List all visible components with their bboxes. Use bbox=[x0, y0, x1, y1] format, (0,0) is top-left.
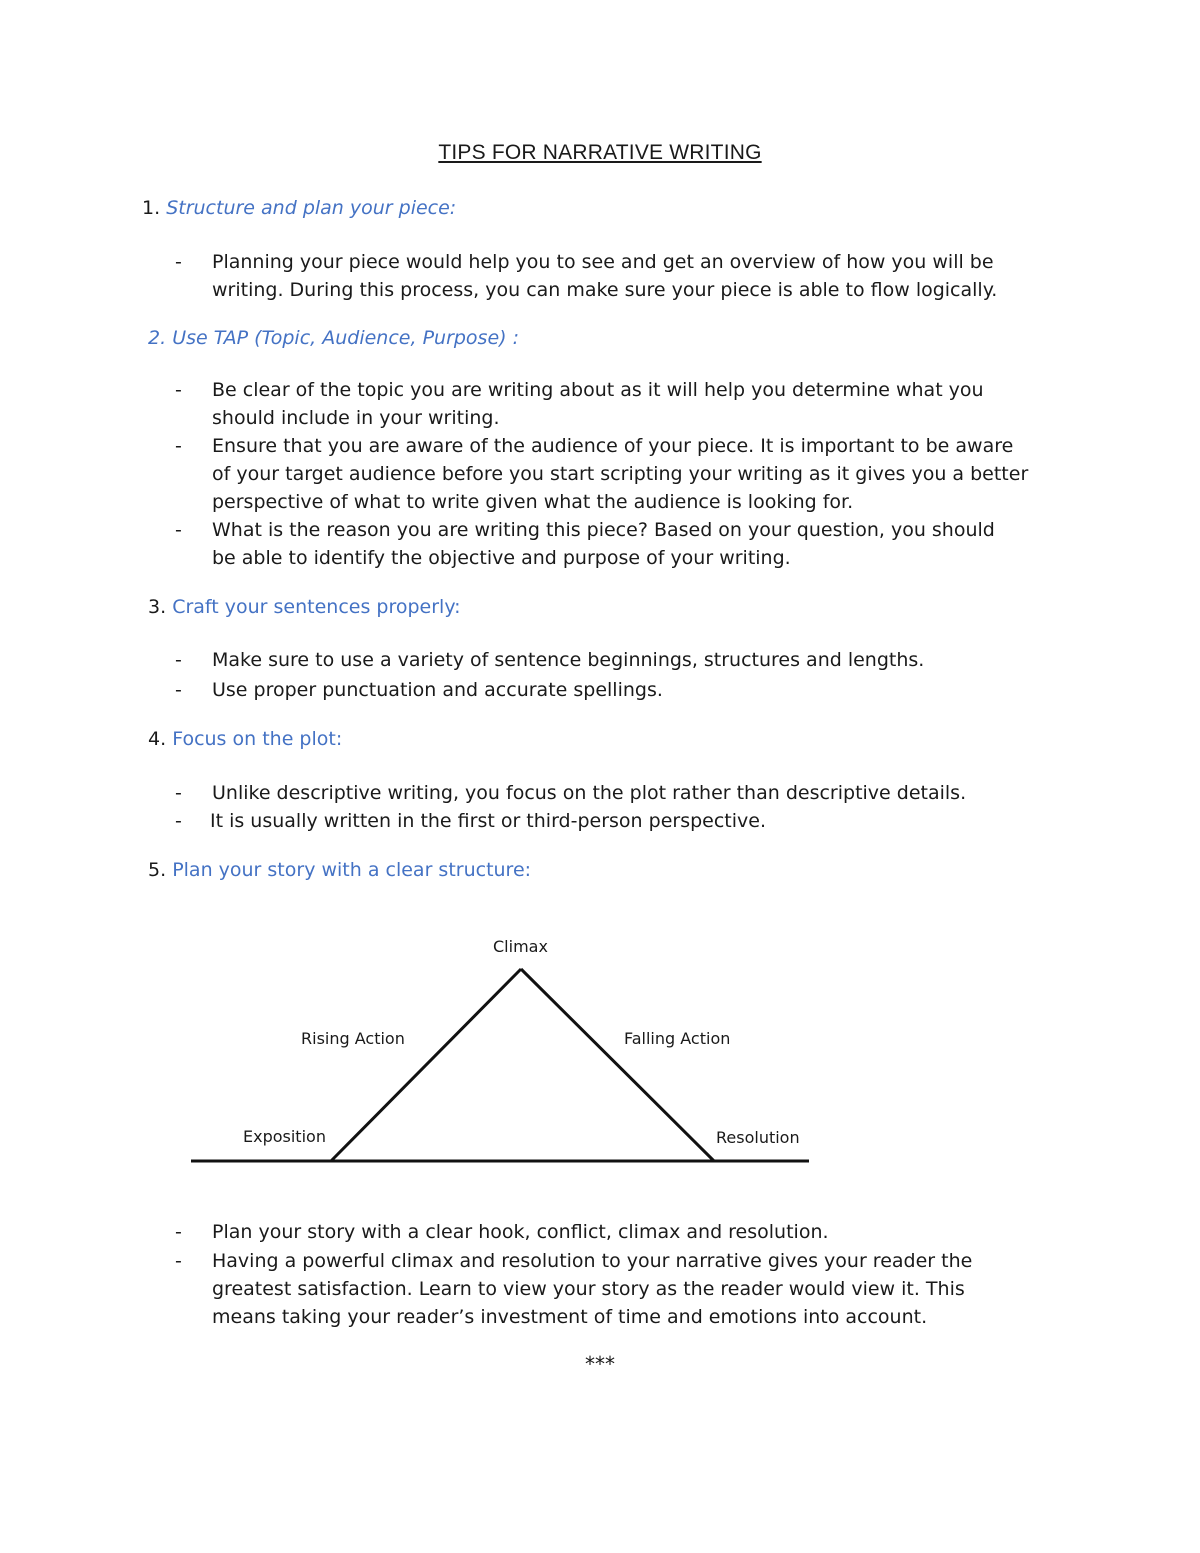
bullet-line: Unlike descriptive writing, you focus on the plot rather than descriptive details. bbox=[212, 782, 967, 804]
bullet-dash: - bbox=[175, 519, 182, 541]
rising-action-label: Rising Action bbox=[301, 1029, 405, 1048]
bullet-line: Having a powerful climax and resolution to your narrative gives your reader the bbox=[212, 1250, 973, 1272]
climax-label: Climax bbox=[493, 937, 548, 956]
bullet-line: perspective of what to write given what the audience is looking for. bbox=[212, 491, 854, 513]
bullet-dash: - bbox=[175, 1221, 182, 1243]
bullet-dash: - bbox=[175, 379, 182, 401]
section-4-number: 4. bbox=[148, 728, 167, 750]
bullet-line: of your target audience before you start scripting your writing as it gives you a better bbox=[212, 463, 1029, 485]
bullet-line: Plan your story with a clear hook, conflict, climax and resolution. bbox=[212, 1221, 829, 1243]
section-5-heading bbox=[148, 859, 531, 881]
bullet-line: Ensure that you are aware of the audience of your piece. It is important to be aware bbox=[212, 435, 1014, 457]
bullet-dash: - bbox=[175, 649, 182, 671]
bullet-line: means taking your reader’s investment of time and emotions into account. bbox=[212, 1306, 928, 1328]
bullet-line: Use proper punctuation and accurate spellings. bbox=[212, 679, 663, 701]
falling-action-label: Falling Action bbox=[624, 1029, 731, 1048]
bullet-line: should include in your writing. bbox=[212, 407, 500, 429]
section-2-heading bbox=[148, 327, 519, 349]
bullet-dash: - bbox=[175, 810, 182, 832]
bullet-dash: - bbox=[175, 251, 182, 273]
section-3-title: Craft your sentences properly: bbox=[172, 596, 461, 618]
rising-action-line bbox=[331, 969, 521, 1161]
bullet-dash: - bbox=[175, 782, 182, 804]
bullet-line: What is the reason you are writing this piece? Based on your question, you should bbox=[212, 519, 995, 541]
falling-action-line bbox=[521, 969, 714, 1161]
exposition-label: Exposition bbox=[243, 1127, 326, 1146]
bullet-dash: - bbox=[175, 679, 182, 701]
section-1-title: Structure and plan your piece: bbox=[166, 197, 457, 219]
section-3-heading bbox=[148, 596, 461, 618]
section-1-number: 1. bbox=[142, 197, 161, 219]
bullet-dash: - bbox=[175, 1250, 182, 1272]
section-1-heading bbox=[142, 197, 456, 219]
plot-structure-diagram bbox=[185, 930, 815, 1175]
bullet-line: Be clear of the topic you are writing about as it will help you determine what you bbox=[212, 379, 984, 401]
section-4-title: Focus on the plot: bbox=[172, 728, 343, 750]
bullet-line: writing. During this process, you can make sure your piece is able to flow logically. bbox=[212, 279, 998, 301]
bullet-line: greatest satisfaction. Learn to view your story as the reader would view it. This bbox=[212, 1278, 965, 1300]
bullet-dash: - bbox=[175, 435, 182, 457]
section-2-number: 2. bbox=[148, 327, 167, 349]
section-5-number: 5. bbox=[148, 859, 167, 881]
document-title: TIPS FOR NARRATIVE WRITING bbox=[438, 141, 762, 164]
section-4-heading bbox=[148, 728, 342, 750]
section-2-title: Use TAP (Topic, Audience, Purpose) : bbox=[172, 327, 520, 349]
bullet-line: Make sure to use a variety of sentence beginnings, structures and lengths. bbox=[212, 649, 925, 671]
end-marker: *** bbox=[585, 1352, 615, 1376]
resolution-label: Resolution bbox=[716, 1128, 800, 1147]
bullet-line: It is usually written in the first or third-person perspective. bbox=[210, 810, 766, 832]
section-3-number: 3. bbox=[148, 596, 167, 618]
section-5-title: Plan your story with a clear structure: bbox=[172, 859, 532, 881]
bullet-line: be able to identify the objective and purpose of your writing. bbox=[212, 547, 791, 569]
bullet-line: Planning your piece would help you to see and get an overview of how you will be bbox=[212, 251, 994, 273]
